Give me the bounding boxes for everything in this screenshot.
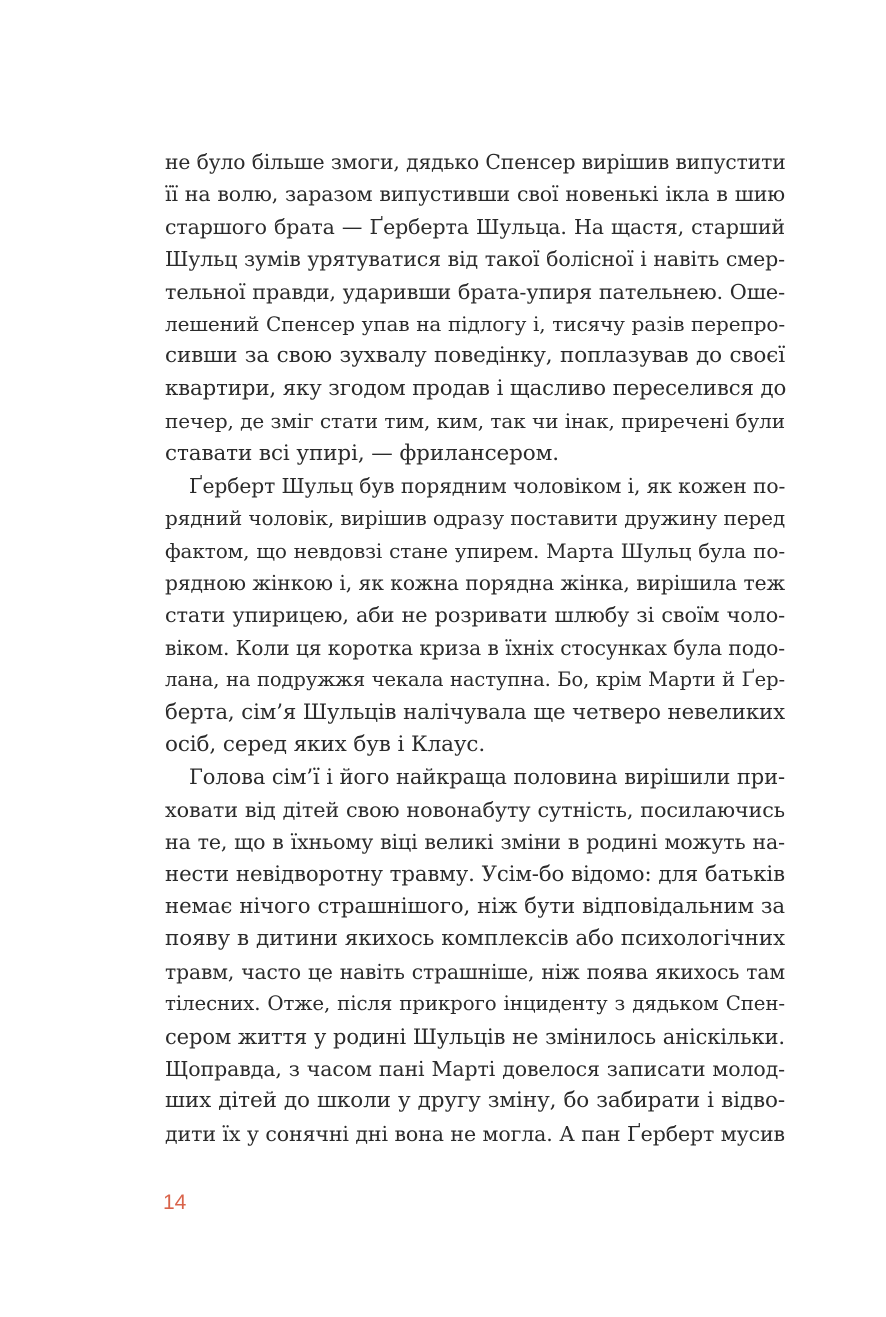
text-line: тельної правди, ударивши брата-упиря пательнею. Оше- bbox=[165, 279, 785, 304]
text-line: Щоправда, з часом пані Марті довелося записати молод- bbox=[165, 1056, 785, 1081]
text-line: берта, сім’я Шульців налічувала ще четверо невеликих bbox=[165, 699, 785, 725]
text-line: лана, на подружжя чекала наступна. Бо, крім Марти й Ґер- bbox=[165, 668, 785, 692]
text-line: осіб, серед яких був і Клаус. bbox=[165, 732, 486, 758]
text-line: віком. Коли ця коротка криза в їхніх стосунках була подо- bbox=[165, 635, 785, 660]
text-line: лешений Спенсер упав на підлогу і, тисячу разів перепро- bbox=[165, 311, 785, 336]
text-line: стати упирицею, аби не розривати шлюбу зі своїм чоло- bbox=[165, 603, 785, 628]
text-line: її на волю, заразом випустивши свої новенькі ікла в шию bbox=[165, 182, 785, 207]
text-line: не було більше змоги, дядько Спенсер вирішив випустити bbox=[165, 150, 786, 174]
text-line: нести невідворотну травму. Усім-бо відомо: для батьків bbox=[165, 861, 785, 887]
text-line: на те, що в їхньому віці великі зміни в родині можуть на- bbox=[165, 830, 785, 855]
text-line: немає нічого страшнішого, ніж бути відповідальним за bbox=[165, 893, 785, 919]
text-line: травм, часто це навіть страшніше, ніж поява якихось там bbox=[165, 959, 785, 984]
text-line: старшого брата — Ґерберта Шульца. На щастя, старший bbox=[165, 214, 785, 239]
text-line: Ґерберт Шульц був порядним чоловіком і, як кожен по- bbox=[189, 473, 786, 498]
text-line: рядний чоловік, вирішив одразу поставити дружину перед bbox=[165, 506, 786, 531]
text-line: ставати всі упирі, — фрилансером. bbox=[165, 440, 559, 466]
text-line: появу в дитини якихось комплексів або психологічних bbox=[165, 926, 785, 952]
text-line: Шульц зумів урятуватися від такої болісної і навіть смер- bbox=[165, 247, 785, 272]
text-line: сером життя у родині Шульців не змінилось аніскільки. bbox=[165, 1024, 785, 1049]
text-line: дити їх у сонячні дні вона не могла. А пан Ґерберт мусив bbox=[165, 1121, 785, 1146]
page-number: 14 bbox=[163, 1191, 187, 1214]
body-text bbox=[165, 146, 785, 1150]
text-line: квартири, яку згодом продав і щасливо переселився до bbox=[165, 375, 787, 401]
text-line: рядною жінкою і, як кожна порядна жінка, вирішила теж bbox=[165, 571, 785, 596]
text-line: сивши за свою зухвалу поведінку, поплазував до своєї bbox=[165, 343, 785, 369]
text-line: ховати від дітей свою новонабуту сутність, посилаючись bbox=[165, 797, 785, 822]
text-line: Голова сім’ї і його найкраща половина вирішили при- bbox=[189, 765, 785, 790]
text-line: фактом, що невдовзі стане упирем. Марта Шульц була по- bbox=[165, 538, 785, 563]
text-line: тілесних. Отже, після прикрого інциденту з дядьком Спен- bbox=[165, 992, 785, 1016]
text-line: печер, де зміг стати тим, ким, так чи інак, приречені були bbox=[165, 409, 785, 434]
text-line: ших дітей до школи у другу зміну, бо забирати і відво- bbox=[165, 1088, 785, 1114]
